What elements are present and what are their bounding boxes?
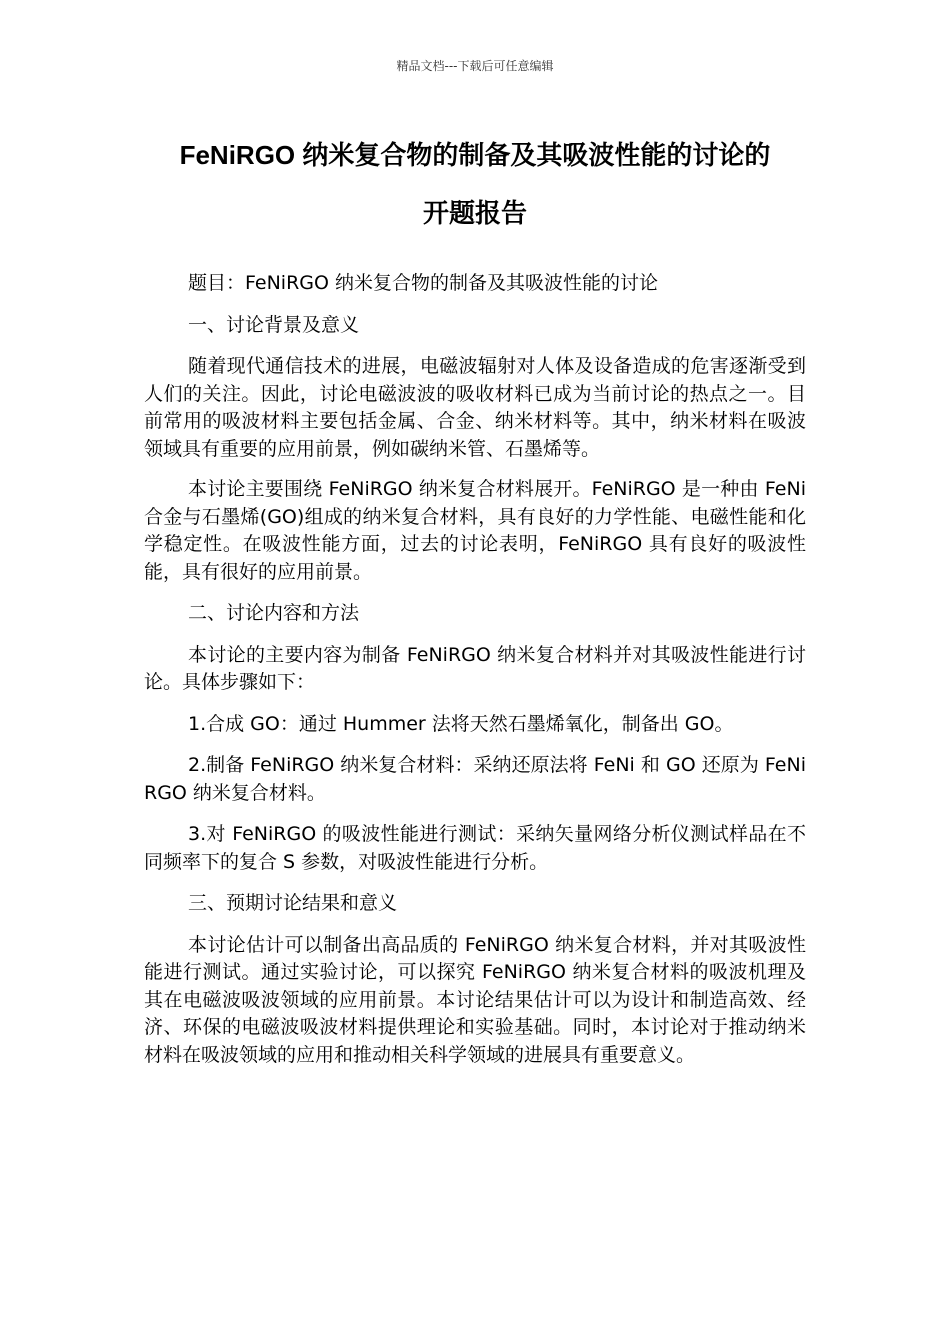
section-1-heading: 一、讨论背景及意义: [188, 313, 360, 336]
page-header-note: 精品文档---下载后可任意编辑: [396, 59, 554, 73]
step-2: 2.制备 FeNiRGO 纳米复合材料：采纳还原法将 FeNi 和 GO 还原为 FeNiRGO 纳米复合材料。: [144, 754, 806, 804]
document-title-line-2: 开题报告: [422, 198, 527, 228]
section-3-heading: 三、预期讨论结果和意义: [188, 892, 398, 914]
section-3-paragraph: 本讨论估计可以制备出高品质的 FeNiRGO 纳米复合材料，并对其吸波性能进行测试。通过实验讨论，可以探究 FeNiRGO 纳米复合材料的吸波机理及其在电磁波吸波领域的应用前景。本讨论结果估计可以为设计和制造高效、经济、环保的电磁波吸波材料提供理论和实验基础。同时，本讨论对于推动纳米材料在吸波领域的应用和推动相关科学领域的进展具有重要意义。: [144, 933, 806, 1066]
document-title-line-1: FeNiRGO 纳米复合物的制备及其吸波性能的讨论的: [179, 140, 771, 170]
step-1: 1.合成 GO：通过 Hummer 法将天然石墨烯氧化，制备出 GO。: [188, 712, 734, 735]
document-body: [144, 270, 806, 1069]
subject-line: 题目：FeNiRGO 纳米复合物的制备及其吸波性能的讨论: [188, 272, 658, 294]
section-1-paragraph-2: 本讨论主要围绕 FeNiRGO 纳米复合材料展开。FeNiRGO 是一种由 FeNi 合金与石墨烯(GO)组成的纳米复合材料，具有良好的力学性能、电磁性能和化学稳定性。在吸波性能方面，过去的讨论表明，FeNiRGO 具有良好的吸波性能，具有很好的应用前景。: [144, 478, 806, 583]
section-1-paragraph-1: 随着现代通信技术的进展，电磁波辐射对人体及设备造成的危害逐渐受到人们的关注。因此，讨论电磁波波的吸收材料已成为当前讨论的热点之一。目前常用的吸波材料主要包括金属、合金、纳米材料等。其中，纳米材料在吸波领域具有重要的应用前景，例如碳纳米管、石墨烯等。: [144, 355, 806, 460]
section-2-heading: 二、讨论内容和方法: [188, 602, 360, 624]
section-2-intro: 本讨论的主要内容为制备 FeNiRGO 纳米复合材料并对其吸波性能进行讨论。具体步骤如下：: [144, 643, 806, 693]
step-3: 3.对 FeNiRGO 的吸波性能进行测试：采纳矢量网络分析仪测试样品在不同频率下的复合 S 参数，对吸波性能进行分析。: [144, 823, 806, 873]
